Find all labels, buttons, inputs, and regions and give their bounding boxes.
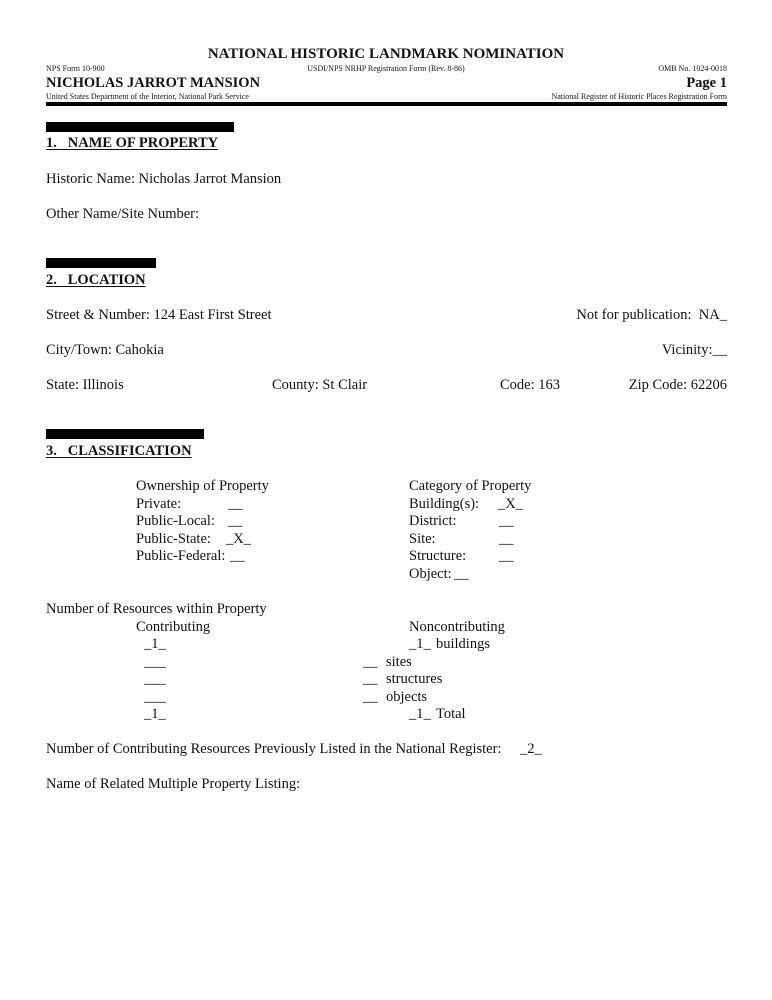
section1-bar bbox=[46, 122, 234, 132]
resource-type-total: Total bbox=[436, 706, 466, 722]
contributing-total: _1_ bbox=[144, 706, 166, 722]
category-structure-label: Structure: bbox=[409, 548, 467, 564]
code: Code: 163 bbox=[500, 377, 561, 393]
register-line: National Register of Historic Places Registration Form bbox=[551, 92, 727, 101]
contributing-objects: ___ bbox=[144, 689, 166, 705]
contributing-header: Contributing bbox=[136, 619, 211, 635]
section2-heading: 2. LOCATION bbox=[46, 272, 146, 288]
category-object-value: __ bbox=[454, 566, 469, 582]
contributing-sites: ___ bbox=[144, 654, 166, 670]
ownership-state-value: _X_ bbox=[226, 531, 251, 547]
form-number: NPS Form 10-900 bbox=[46, 64, 105, 73]
ownership-title: Ownership of Property bbox=[136, 478, 269, 494]
category-site-label: Site: bbox=[409, 531, 436, 547]
category-building-value: _X_ bbox=[498, 496, 523, 512]
ownership-federal-label: Public-Federal: bbox=[136, 548, 226, 564]
previously-listed-label: Number of Contributing Resources Previously Listed in the National Register: bbox=[46, 741, 502, 757]
ownership-private-value: __ bbox=[228, 496, 243, 512]
city-town: City/Town: Cahokia bbox=[46, 342, 164, 358]
county: County: St Clair bbox=[272, 377, 368, 393]
category-title: Category of Property bbox=[409, 478, 532, 494]
section2-bar bbox=[46, 258, 156, 268]
noncontributing-objects: __ bbox=[363, 689, 378, 705]
resource-type-sites: sites bbox=[386, 654, 412, 670]
other-name: Other Name/Site Number: bbox=[46, 206, 200, 222]
contributing-buildings: _1_ bbox=[144, 636, 166, 652]
vicinity: Vicinity:__ bbox=[661, 342, 727, 358]
section3-bar bbox=[46, 429, 204, 439]
ownership-local-value: __ bbox=[228, 513, 243, 529]
category-district-label: District: bbox=[409, 513, 457, 529]
category-structure-value: __ bbox=[499, 548, 514, 564]
state: State: Illinois bbox=[46, 377, 124, 393]
category-district-value: __ bbox=[499, 513, 514, 529]
category-site-value: __ bbox=[499, 531, 514, 547]
street-number: Street & Number: 124 East First Street bbox=[46, 307, 272, 323]
multiple-property-listing: Name of Related Multiple Property Listing: bbox=[46, 776, 301, 792]
property-name-header: NICHOLAS JARROT MANSION bbox=[46, 75, 261, 91]
ownership-state-label: Public-State: bbox=[136, 531, 211, 547]
noncontributing-structures: __ bbox=[363, 671, 378, 687]
noncontributing-header: Noncontributing bbox=[409, 619, 505, 635]
not-for-publication: Not for publication: NA_ bbox=[576, 307, 727, 323]
department-line: United States Department of the Interior, National Park Service bbox=[46, 92, 249, 101]
header-rule bbox=[46, 102, 727, 106]
ownership-local-label: Public-Local: bbox=[136, 513, 215, 529]
ownership-federal-value: __ bbox=[230, 548, 245, 564]
form-title: NATIONAL HISTORIC LANDMARK NOMINATION bbox=[207, 46, 565, 62]
resource-type-buildings: buildings bbox=[436, 636, 490, 652]
page-number: Page 1 bbox=[686, 75, 727, 91]
zip-code: Zip Code: 62206 bbox=[628, 377, 727, 393]
resource-type-objects: objects bbox=[386, 689, 428, 705]
resource-type-structures: structures bbox=[386, 671, 443, 687]
ownership-private-label: Private: bbox=[136, 496, 182, 512]
noncontributing-sites: __ bbox=[363, 654, 378, 670]
noncontributing-total: _1_ bbox=[409, 706, 431, 722]
category-building-label: Building(s): bbox=[409, 496, 480, 512]
historic-name: Historic Name: Nicholas Jarrot Mansion bbox=[46, 171, 282, 187]
omb-number: OMB No. 1024-0018 bbox=[658, 64, 727, 73]
form-name: USDI/NPS NRHP Registration Form (Rev. 8-86) bbox=[307, 64, 465, 73]
category-object-label: Object: bbox=[409, 566, 452, 582]
section3-heading: 3. CLASSIFICATION bbox=[46, 443, 192, 459]
resources-title: Number of Resources within Property bbox=[46, 601, 267, 617]
contributing-structures: ___ bbox=[144, 671, 166, 687]
previously-listed-value: _2_ bbox=[520, 741, 542, 757]
noncontributing-buildings: _1_ bbox=[409, 636, 431, 652]
section1-heading: 1. NAME OF PROPERTY bbox=[46, 135, 219, 151]
